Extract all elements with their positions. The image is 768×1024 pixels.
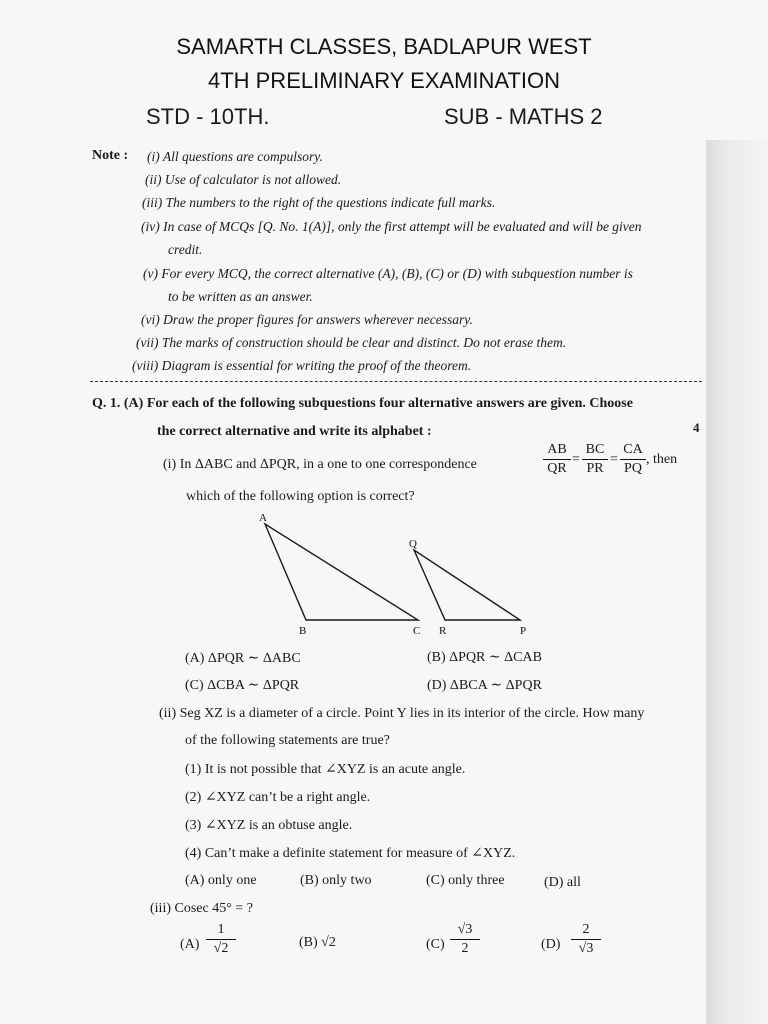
fraction-ab-qr: [543, 442, 571, 477]
note-text: All questions are compulsory.: [162, 149, 323, 164]
option-b-value: √2: [321, 935, 336, 950]
option-a-fraction: [206, 922, 236, 957]
fraction-numerator: BC: [585, 442, 605, 457]
note-text-continuation: to be written as an answer.: [168, 289, 313, 304]
fraction-denominator: √3: [571, 939, 601, 957]
question-heading: Q. 1. (A) For each of the following subquestions four alternative answers are given. Choose: [92, 396, 633, 411]
note-label: Note :: [92, 148, 129, 163]
option-b-label: (B): [299, 935, 318, 950]
note-text: The marks of construction should be clear and distinct. Do not erase them.: [161, 335, 567, 350]
vertex-label-a: A: [259, 512, 267, 524]
option-b: (B) only two: [300, 873, 372, 888]
note-text: The numbers to the right of the questions indicate full marks.: [165, 195, 496, 210]
note-number: (i): [147, 149, 160, 164]
option-d: (D) all: [544, 875, 581, 890]
note-number: (viii): [132, 358, 159, 373]
subquestion-stem: (i) In ΔABC and ΔPQR, in a one to one correspondence: [163, 457, 477, 472]
vertex-label-q: Q: [409, 538, 417, 550]
vertex-label-p: P: [520, 625, 527, 637]
school-name: SAMARTH CLASSES, BADLAPUR WEST: [176, 34, 592, 59]
vertex-label-b: B: [299, 625, 307, 637]
note-number: (iv): [141, 219, 160, 234]
option-d-label: (D): [541, 937, 561, 952]
fraction-numerator: 2: [582, 922, 590, 937]
note-number: (v): [143, 266, 158, 281]
option-a: (A) ΔPQR ∼ ΔABC: [185, 651, 301, 666]
equals-sign: =: [610, 452, 618, 467]
fraction-denominator: PQ: [620, 459, 646, 477]
option-a-label: (A): [180, 937, 200, 952]
note-item: [145, 172, 341, 188]
fraction-numerator: CA: [623, 442, 643, 457]
fraction-bc-pr: [582, 442, 608, 477]
option-c-fraction: [450, 922, 480, 957]
standard-label: STD - 10TH.: [146, 104, 270, 129]
option-b: [299, 935, 336, 951]
note-item: [136, 335, 566, 351]
subquestion-stem: (iii) Cosec 45° = ?: [150, 901, 253, 916]
option-c-label: (C): [426, 937, 445, 952]
fraction-denominator: QR: [543, 459, 571, 477]
note-item: [143, 266, 633, 282]
note-number: (vii): [136, 335, 159, 350]
note-item: [132, 358, 471, 374]
page-edge-shadow: [706, 140, 768, 1024]
vertex-label-c: C: [413, 625, 421, 637]
option-a: (A) only one: [185, 873, 257, 888]
subquestion-stem: (ii) Seg XZ is a diameter of a circle. Point Y lies in its interior of the circle. How many: [159, 706, 645, 721]
vertex-label-r: R: [439, 625, 447, 637]
note-text: In case of MCQs [Q. No. 1(A)], only the first attempt will be evaluated and will be given: [163, 219, 642, 234]
subquestion-stem-continued: which of the following option is correct?: [186, 489, 415, 504]
note-text: Use of calculator is not allowed.: [164, 172, 342, 187]
statement-item: (4) Can’t make a definite statement for measure of ∠XYZ.: [185, 846, 516, 861]
note-text: Draw the proper figures for answers wherever necessary.: [163, 312, 473, 327]
fraction-ca-pq: [620, 442, 646, 477]
statement-item: (1) It is not possible that ∠XYZ is an acute angle.: [185, 762, 466, 777]
fraction-denominator: 2: [450, 939, 480, 957]
subject-label: SUB - MATHS 2: [444, 104, 603, 129]
section-divider: [90, 381, 702, 382]
triangle-abc: [265, 524, 418, 620]
option-c: (C) ΔCBA ∼ ΔPQR: [185, 678, 300, 693]
note-item: [142, 195, 495, 211]
similar-triangles-figure: [250, 508, 540, 638]
fraction-numerator: √3: [457, 922, 473, 937]
fraction-numerator: 1: [217, 922, 225, 937]
exam-title: 4TH PRELIMINARY EXAMINATION: [207, 68, 561, 93]
stem-tail: , then: [646, 452, 678, 467]
note-item: [141, 219, 642, 235]
note-item: [141, 312, 473, 328]
note-number: (ii): [145, 172, 162, 187]
marks-label: 4: [693, 420, 700, 435]
fraction-denominator: √2: [206, 939, 236, 957]
note-text-continuation: credit.: [168, 242, 203, 257]
option-c: (C) only three: [426, 873, 505, 888]
option-d-fraction: [571, 922, 601, 957]
statement-item: (3) ∠XYZ is an obtuse angle.: [185, 818, 353, 833]
fraction-numerator: AB: [547, 442, 567, 457]
triangle-pqr: [414, 550, 520, 620]
note-number: (iii): [142, 195, 163, 210]
note-text: Diagram is essential for writing the proof of the theorem.: [161, 358, 472, 373]
option-d: (D) ΔBCA ∼ ΔPQR: [427, 678, 542, 693]
statement-item: (2) ∠XYZ can’t be a right angle.: [185, 790, 371, 805]
note-number: (vi): [141, 312, 160, 327]
note-text: For every MCQ, the correct alternative (A), (B), (C) or (D) with subquestion number is: [161, 266, 633, 281]
subquestion-stem-continued: of the following statements are true?: [185, 733, 390, 748]
option-b: (B) ΔPQR ∼ ΔCAB: [427, 650, 542, 665]
note-item: [147, 149, 323, 165]
equals-sign: =: [572, 452, 580, 467]
question-heading-continued: the correct alternative and write its alphabet :: [157, 424, 432, 439]
fraction-denominator: PR: [582, 459, 608, 477]
